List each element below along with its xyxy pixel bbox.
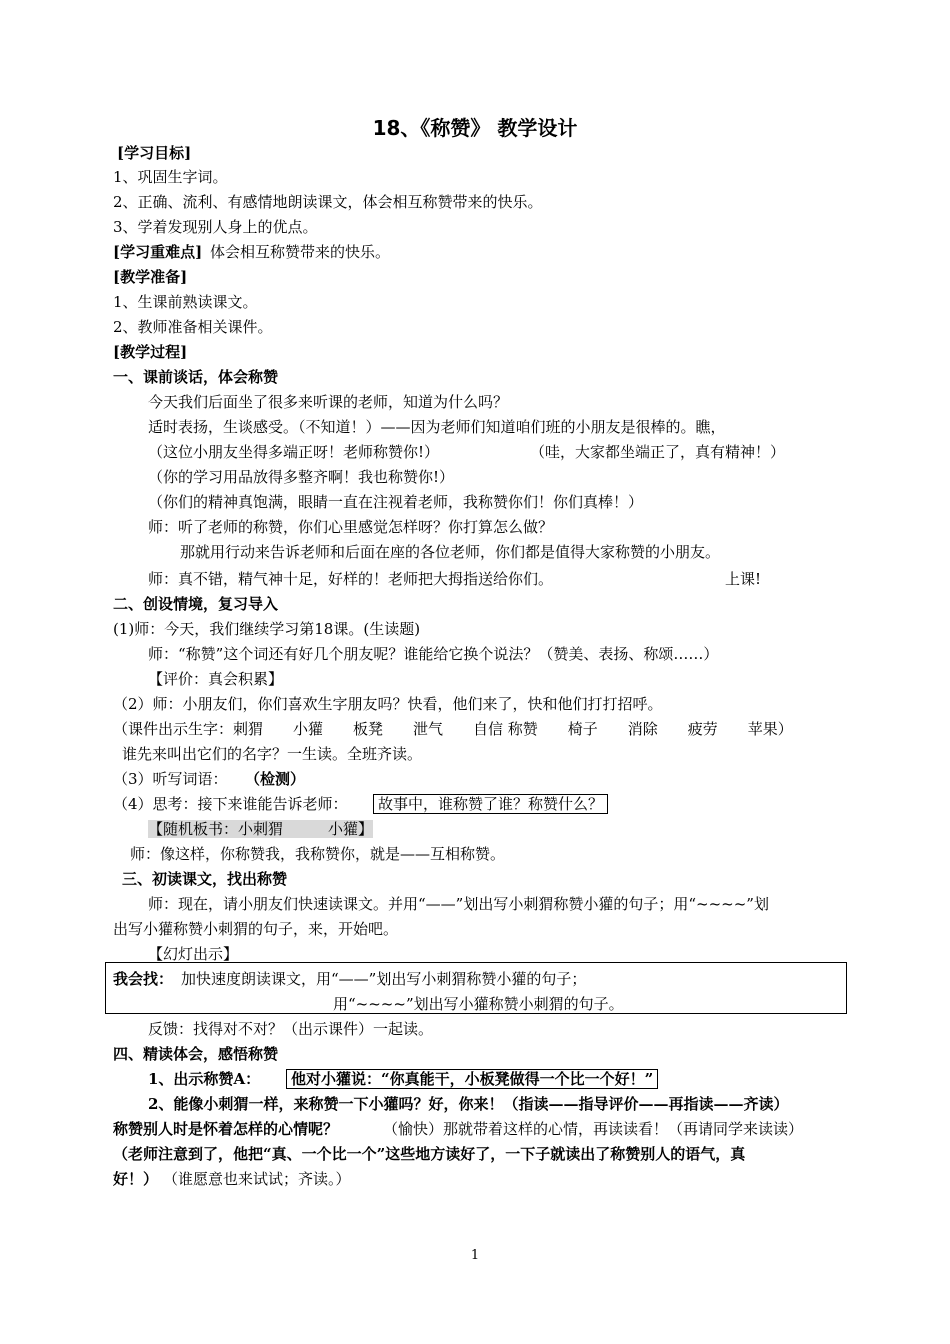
text-line: 三、初读课文，找出称赞: [122, 870, 288, 888]
text-line: 适时表扬，生谈感受。（不知道！）——因为老师们知道咱们班的小朋友是很棒的。瞧，: [148, 418, 726, 436]
text-line: （哇，大家都坐端正了，真有精神！）: [530, 443, 786, 461]
highlighted-text: 【随机板书：小刺猬 小獾】: [148, 820, 374, 838]
text-line: 1、出示称赞A：: [148, 1070, 261, 1088]
text-line: 那就用行动来告诉老师和后面在座的各位老师，你们都是值得大家称赞的小朋友。: [180, 543, 721, 561]
text-line: 3、学着发现别人身上的优点。: [113, 218, 318, 236]
document-title: 18、《称赞》 教学设计: [372, 116, 578, 140]
text-line: 2、教师准备相关课件。: [113, 318, 273, 336]
text-line: 反馈：找得对不对？（出示课件）一起读。: [148, 1020, 434, 1038]
text-line: (1)师：今天，我们继续学习第18课。(生读题): [113, 620, 421, 638]
text-line: [学习目标]: [117, 144, 192, 162]
text-line: 体会相互称赞带来的快乐。: [210, 243, 391, 261]
text-line: [学习重难点]: [113, 243, 203, 261]
page-number: 1: [470, 1248, 480, 1263]
text-line: 谁先来叫出它们的名字？一生读。全班齐读。: [122, 745, 423, 763]
text-line: [教学过程]: [113, 343, 188, 361]
text-line: 师：听了老师的称赞，你们心里感觉怎样呀？你打算怎么做？: [148, 518, 554, 536]
text-line: （这位小朋友坐得多端正呀！老师称赞你!）: [148, 443, 440, 461]
text-line: 一、课前谈话，体会称赞: [113, 368, 279, 386]
text-line: 四、精读体会，感悟称赞: [113, 1045, 279, 1063]
text-line: 师：“称赞”这个词还有好几个朋友呢？谁能给它换个说法？（赞美、表扬、称颂……）: [148, 645, 719, 663]
text-line: 我会找：: [113, 970, 174, 988]
text-line: 好！）: [113, 1170, 159, 1188]
boxed-text: 他对小獾说：“你真能干，小板凳做得一个比一个好！”: [286, 1069, 658, 1089]
text-line: （2）师：小朋友们，你们喜欢生字朋友吗？快看，他们来了，快和他们打打招呼。: [113, 695, 663, 713]
text-line: 出写小獾称赞小刺猬的句子，来，开始吧。: [113, 920, 399, 938]
text-line: 师：真不错，精气神十足，好样的！老师把大拇指送给你们。: [148, 570, 554, 588]
text-line: （谁愿意也来试试；齐读。）: [163, 1170, 351, 1188]
text-line: [286, 1069, 658, 1089]
text-line: （检测）: [245, 770, 306, 788]
text-line: 上课!: [725, 570, 762, 588]
text-line: [教学准备]: [113, 268, 188, 286]
text-line: 师：现在，请小朋友们快速读课文。并用“——”划出写小刺猬称赞小獾的句子；用“~~~~”划: [148, 895, 769, 913]
text-line: 【评价：真会积累】: [148, 670, 284, 688]
text-line: 【幻灯出示】: [148, 945, 239, 963]
boxed-text: 故事中，谁称赞了谁？称赞什么？: [373, 794, 608, 814]
text-line: 二、创设情境，复习导入: [113, 595, 279, 613]
text-line: 称赞别人时是怀着怎样的心情呢？: [113, 1120, 339, 1138]
text-line: （愉快）那就带着这样的心情，再读读看！（再请同学来读读）: [383, 1120, 804, 1138]
text-line: 2、正确、流利、有感情地朗读课文，体会相互称赞带来的快乐。: [113, 193, 543, 211]
text-line: （4）思考：接下来谁能告诉老师：: [113, 795, 348, 813]
text-line: （3）听写词语：: [113, 770, 228, 788]
text-line: （你的学习用品放得多整齐啊！我也称赞你!）: [148, 468, 455, 486]
text-line: [148, 819, 373, 839]
text-line: 1、生课前熟读课文。: [113, 293, 258, 311]
text-line: 1、巩固生字词。: [113, 168, 228, 186]
text-line: 今天我们后面坐了很多来听课的老师，知道为什么吗？: [148, 393, 509, 411]
text-line: （老师注意到了，他把“真、一个比一个”这些地方读好了，一下子就读出了称赞别人的语气，真: [113, 1145, 746, 1163]
text-line: （课件出示生字：刺猬 小獾 板凳 泄气 自信 称赞 椅子 消除 疲劳 苹果）: [113, 720, 793, 738]
text-line: （你们的精神真饱满，眼睛一直在注视着老师，我称赞你们！你们真棒！）: [148, 493, 644, 511]
text-line: 师：像这样，你称赞我，我称赞你，就是——互相称赞。: [130, 845, 506, 863]
text-line: 加快速度朗读课文，用“——”划出写小刺猬称赞小獾的句子；: [181, 970, 587, 988]
text-line: 用“~~~~”划出写小獾称赞小刺猬的句子。: [333, 995, 624, 1013]
text-line: 2、能像小刺猬一样，来称赞一下小獾吗？好，你来！（指读——指导评价——再指读——齐读）: [148, 1095, 789, 1113]
text-line: [373, 794, 608, 814]
